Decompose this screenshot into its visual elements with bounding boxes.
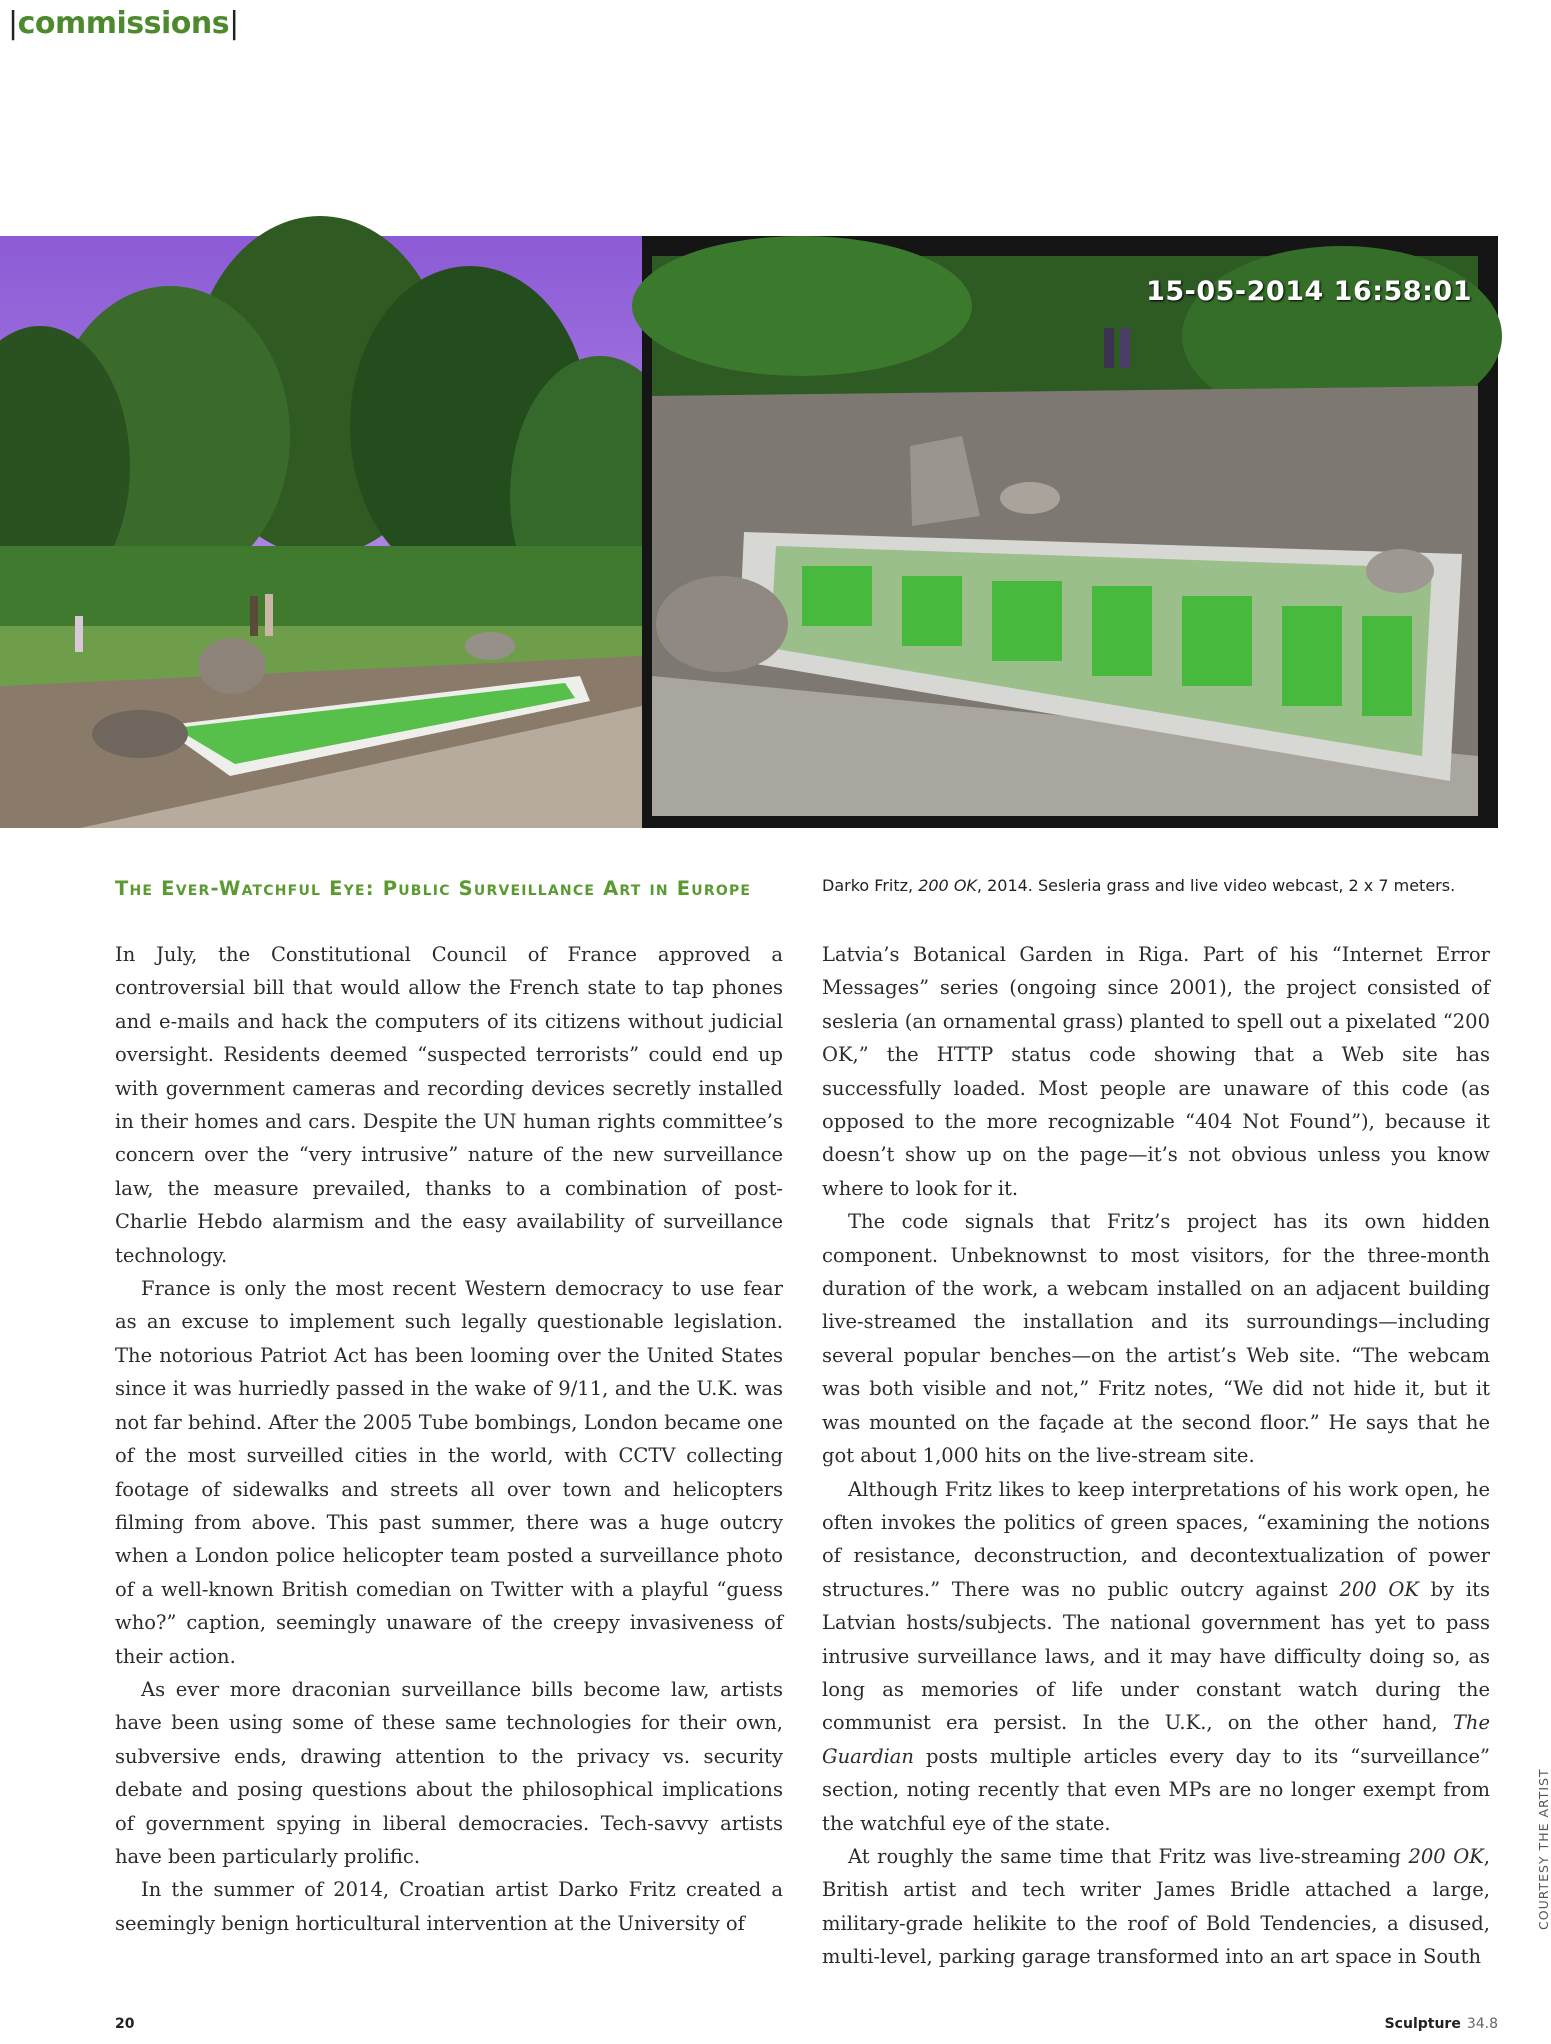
paragraph: In the summer of 2014, Croatian artist Darko Fritz created a seemingly benign horticultural intervention at the University of <box>115 1878 783 1935</box>
photo-caption <box>822 876 1522 895</box>
paragraph <box>822 1473 1490 1840</box>
photo-credit: COURTESY THE ARTIST <box>1536 1768 1551 1930</box>
italic-title: 200 OK <box>1408 1844 1484 1868</box>
italic-title: 200 OK <box>1339 1577 1419 1601</box>
article-column-left <box>115 938 783 1940</box>
caption-details: , 2014. Sesleria grass and live video webcast, 2 x 7 meters. <box>976 876 1456 895</box>
paragraph: In July, the Constitutional Council of France approved a controversial bill that would allow the French state to tap phones and e-mails and hack the computers of its citizens without judicial oversight. Residents deemed “suspected terrorists” could end up with government cameras and recording devices secretly installed in their homes and cars. Despite the UN human rights committee’s concern over the “very intrusive” nature of the new surveillance law, the measure prevailed, thanks to a combination of post-Charlie Hebdo alarmism and the easy availability of surveillance technology. <box>115 943 783 1267</box>
page-number: 20 <box>115 2016 135 2032</box>
webcam-timestamp: 15-05-2014 16:58:01 <box>1146 276 1472 307</box>
text-run: , British artist and tech writer James Bridle attached a large, military-grade helikite to the roof of Bold Tendencies, a disused, multi-level, parking garage transformed into an art space in South <box>822 1844 1490 1969</box>
paragraph <box>822 1840 1490 1974</box>
section-tab: |commissions| <box>8 6 239 41</box>
text-run: by its Latvian hosts/subjects. The national government has yet to pass intrusive surveillance laws, and it may have difficulty doing so, as long as memories of life under constant watch during the communist era persist. In the U.K., on the other hand, <box>822 1577 1490 1735</box>
article-column-right <box>822 938 1490 1974</box>
text-run: At roughly the same time that Fritz was live-streaming <box>848 1844 1409 1868</box>
garden-photo <box>0 236 642 828</box>
article-headline: The Ever-Watchful Eye: Public Surveillance Art in Europe <box>115 877 752 900</box>
magazine-masthead <box>1385 2016 1498 2032</box>
section-label: commissions <box>17 6 230 41</box>
text-run: Although Fritz likes to keep interpretations of his work open, he often invokes the politics of green spaces, “examining the notions of resistance, deconstruction, and decontextualization of power structures.” There was no public outcry against <box>822 1477 1490 1601</box>
paragraph: As ever more draconian surveillance bills become law, artists have been using some of these same technologies for their own, subversive ends, drawing attention to the privacy vs. security debate and posing questions about the philosophical implications of government spying in liberal democracies. Tech-savvy artists have been particularly prolific. <box>115 1677 783 1868</box>
text-run: posts multiple articles every day to its “surveillance” section, noting recently that even MPs are no longer exempt from the watchful eye of the state. <box>822 1744 1490 1835</box>
paragraph: France is only the most recent Western democracy to use fear as an excuse to implement such legally questionable legislation. The notorious Patriot Act has been looming over the United States since it was hurriedly passed in the wake of 9/11, and the U.K. was not far behind. After the 2005 Tube bombings, London became one of the most surveilled cities in the world, with CCTV collecting footage of sidewalks and streets all over town and helicopters filming from above. This past summer, there was a huge outcry when a London police helicopter team posted a surveillance photo of a well-known British comedian on Twitter with a playful “guess who?” caption, seemingly unaware of the creepy invasiveness of their action. <box>115 1277 783 1668</box>
caption-work-title: 200 OK <box>918 876 977 895</box>
magazine-name: Sculpture <box>1384 2016 1461 2032</box>
webcam-still-photo <box>642 236 1498 828</box>
issue-number: 34.8 <box>1466 2016 1498 2032</box>
caption-artist: Darko Fritz, <box>822 876 919 895</box>
italic-title: The Guardian <box>822 1711 1490 1768</box>
paragraph: The code signals that Fritz’s project has its own hidden component. Unbeknownst to most visitors, for the three-month duration of the work, a webcam installed on an adjacent building live-streamed the installation and its surroundings—including several popular benches—on the artist’s Web site. “The webcam was both visible and not,” Fritz notes, “We did not hide it, but it was mounted on the façade at the second floor.” He says that he got about 1,000 hits on the live-stream site. <box>822 1210 1490 1468</box>
paragraph: Latvia’s Botanical Garden in Riga. Part of his “Internet Error Messages” series (ongoing since 2001), the project consisted of sesleria (an ornamental grass) planted to spell out a pixelated “200 OK,” the HTTP status code showing that a Web site has successfully loaded. Most people are unaware of this code (as opposed to the more recognizable “404 Not Found”), because it doesn’t show up on the page—it’s not obvious unless you know where to look for it. <box>822 943 1490 1200</box>
